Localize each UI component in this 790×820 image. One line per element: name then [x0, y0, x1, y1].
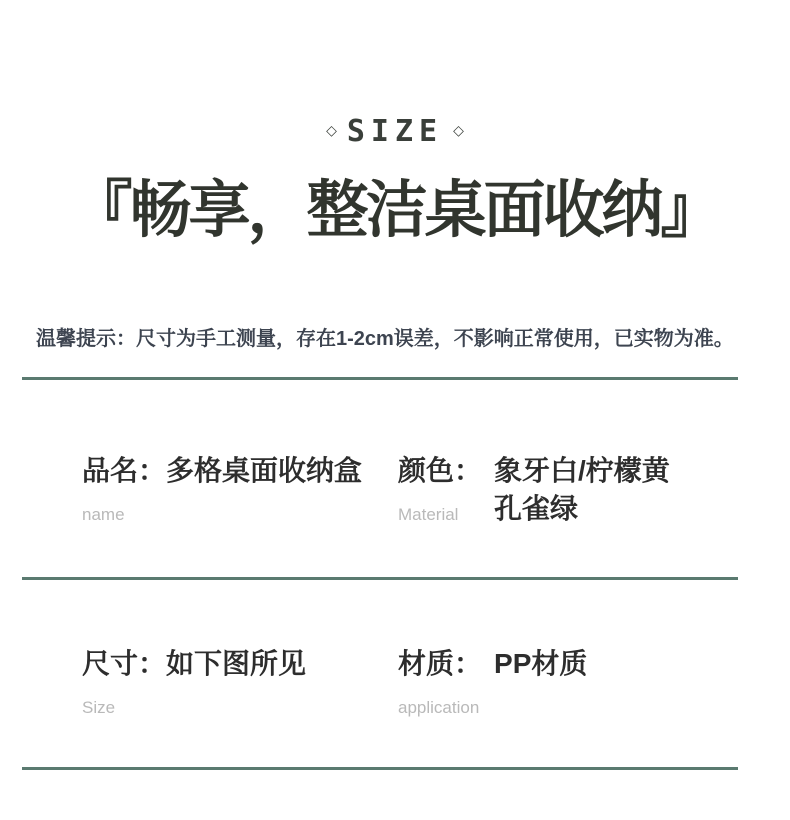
- spec-label: 品名：: [82, 455, 167, 486]
- spec-label: 颜色：: [398, 455, 483, 486]
- diamond-icon: ◇: [326, 122, 337, 138]
- divider: [22, 577, 738, 580]
- spec-value: [166, 452, 362, 490]
- divider: [22, 767, 738, 770]
- diamond-icon: ◇: [453, 122, 464, 138]
- spec-sublabel: application: [398, 698, 480, 717]
- section-title: [0, 114, 790, 149]
- spec-sublabel: Size: [82, 698, 116, 717]
- spec-value-line: 孔雀绿: [494, 493, 579, 524]
- spec-cell-main: [398, 645, 587, 683]
- page-title: 『畅享，整洁桌面收纳』: [70, 176, 720, 245]
- spec-value: [166, 645, 306, 683]
- spec-value-line: 多格桌面收纳盒: [166, 455, 363, 486]
- spec-value: [494, 645, 587, 683]
- spec-label: 尺寸：: [82, 648, 167, 679]
- spec-cell-material: [398, 645, 588, 717]
- spec-cell-main: [82, 452, 362, 490]
- spec-value-line: 象牙白/柠檬黄: [494, 455, 670, 486]
- spec-label: 材质：: [398, 648, 483, 679]
- notice-text: 温馨提示：尺寸为手工测量，存在1-2cm误差，不影响正常使用，已实物为准。: [36, 328, 734, 350]
- section-title-text: SIZE: [346, 114, 444, 149]
- divider: [22, 377, 738, 380]
- spec-sublabel: Material: [398, 505, 459, 524]
- spec-cell-size: [82, 645, 307, 717]
- spec-cell-main: [82, 645, 306, 683]
- spec-value-line: PP材质: [494, 648, 588, 679]
- spec-value: [494, 452, 670, 528]
- spec-value-line: 如下图所见: [166, 648, 307, 679]
- spec-cell-product-name: [82, 452, 363, 524]
- spec-cell-color: [398, 452, 670, 528]
- spec-sublabel: name: [82, 505, 125, 524]
